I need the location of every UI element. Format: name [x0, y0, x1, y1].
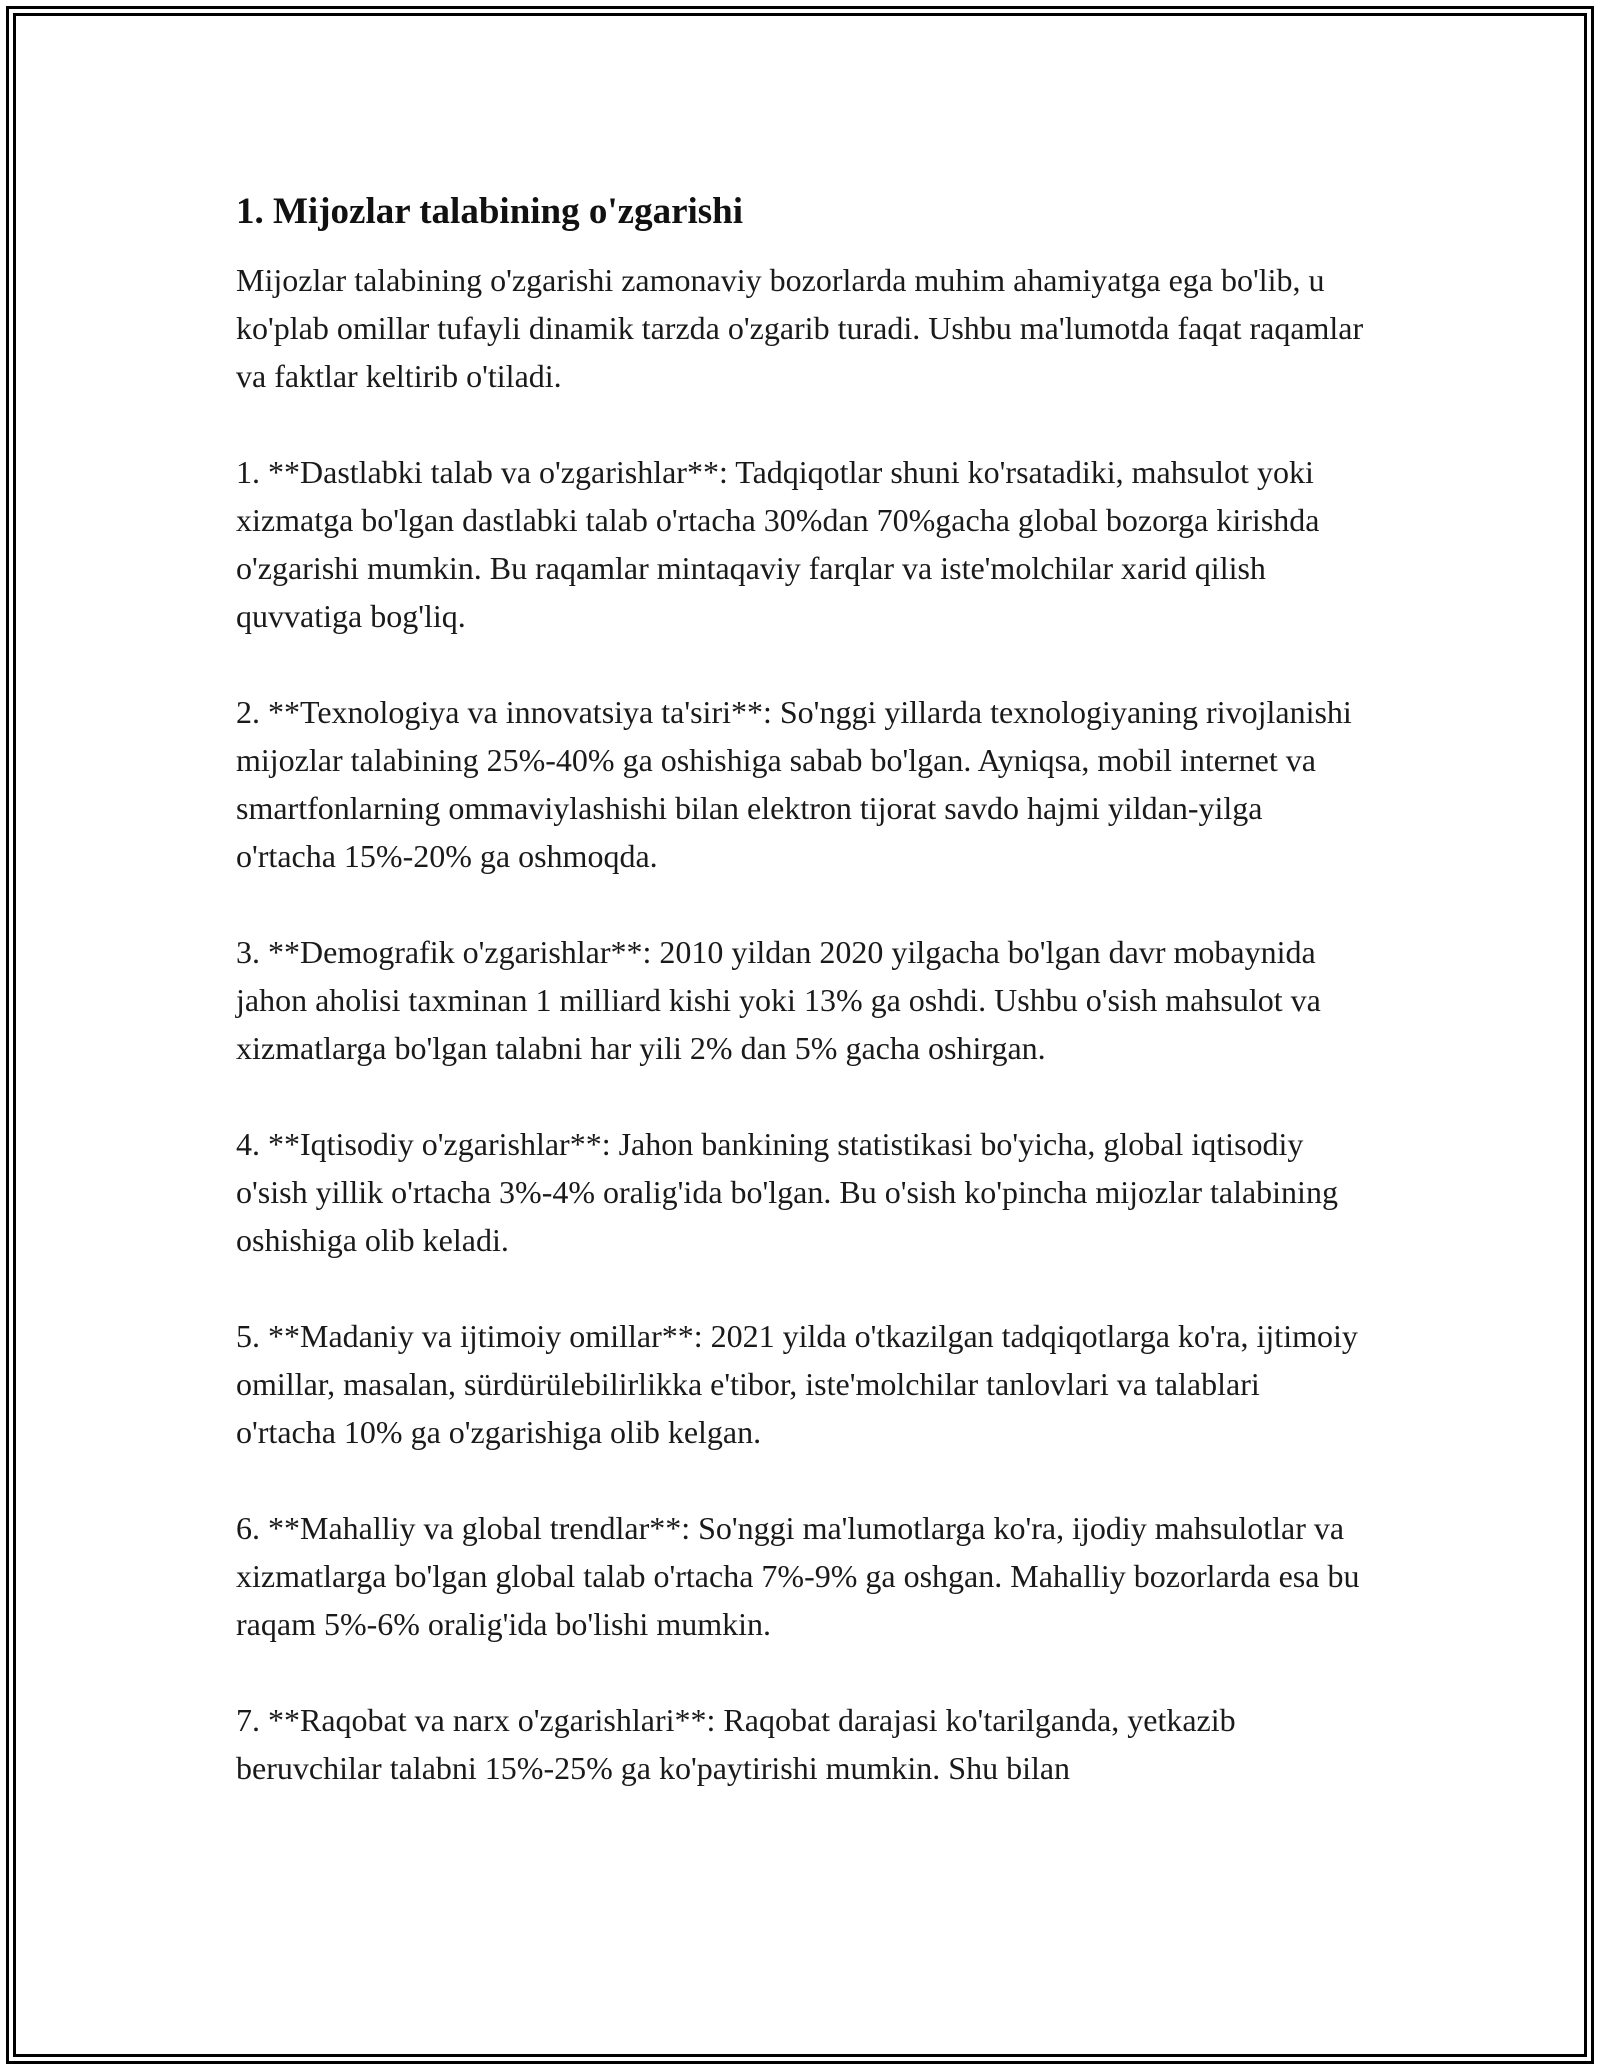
document-body: [236, 188, 1366, 1840]
paragraph-4: 4. **Iqtisodiy o'zgarishlar**: Jahon bankining statistikasi bo'yicha, global iqtisodiy o'sish yillik o'rtacha 3%-4% oralig'ida bo'lgan. Bu o'sish ko'pincha mijozlar talabining oshishiga olib keladi.: [236, 1126, 1338, 1258]
intro-paragraph: Mijozlar talabining o'zgarishi zamonaviy bozorlarda muhim ahamiyatga ega bo'lib, u ko'plab omillar tufayli dinamik tarzda o'zgarib turadi. Ushbu ma'lumotda faqat raqamlar va faktlar keltirib o'tiladi.: [236, 262, 1364, 394]
paragraph-2: 2. **Texnologiya va innovatsiya ta'siri**: So'nggi yillarda texnologiyaning rivojlanishi mijozlar talabining 25%-40% ga oshishiga sabab bo'lgan. Ayniqsa, mobil internet va smartfonlarning ommaviylashishi bilan elektron tijorat savdo hajmi yildan-yilga o'rtacha 15%-20% ga oshmoqda.: [236, 694, 1352, 874]
paragraph-5: 5. **Madaniy va ijtimoiy omillar**: 2021 yilda o'tkazilgan tadqiqotlarga ko'ra, ijtimoiy omillar, masalan, sürdürülebilirlikka e'tibor, iste'molchilar tanlovlari va talablari o'rtacha 10% ga o'zgarishiga olib kelgan.: [236, 1318, 1358, 1450]
paragraph-3: 3. **Demografik o'zgarishlar**: 2010 yildan 2020 yilgacha bo'lgan davr mobaynida jahon aholisi taxminan 1 milliard kishi yoki 13% ga oshdi. Ushbu o'sish mahsulot va xizmatlarga bo'lgan talabni har yili 2% dan 5% gacha oshirgan.: [236, 934, 1321, 1066]
paragraph-7: 7. **Raqobat va narx o'zgarishlari**: Raqobat darajasi ko'tarilganda, yetkazib beruvchilar talabni 15%-25% ga ko'paytirishi mumkin. Shu bilan: [236, 1702, 1236, 1786]
paragraph-6: 6. **Mahalliy va global trendlar**: So'nggi ma'lumotlarga ko'ra, ijodiy mahsulotlar va xizmatlarga bo'lgan global talab o'rtacha 7%-9% ga oshgan. Mahalliy bozorlarda esa bu raqam 5%-6% oralig'ida bo'lishi mumkin.: [236, 1510, 1360, 1642]
document-title: 1. Mijozlar talabining o'zgarishi: [236, 191, 744, 232]
paragraph-1: 1. **Dastlabki talab va o'zgarishlar**: Tadqiqotlar shuni ko'rsatadiki, mahsulot yoki xizmatga bo'lgan dastlabki talab o'rtacha 30%dan 70%gacha global bozorga kirishda o'zgarishi mumkin. Bu raqamlar mintaqaviy farqlar va iste'molchilar xarid qilish quvvatiga bog'liq.: [236, 454, 1320, 634]
